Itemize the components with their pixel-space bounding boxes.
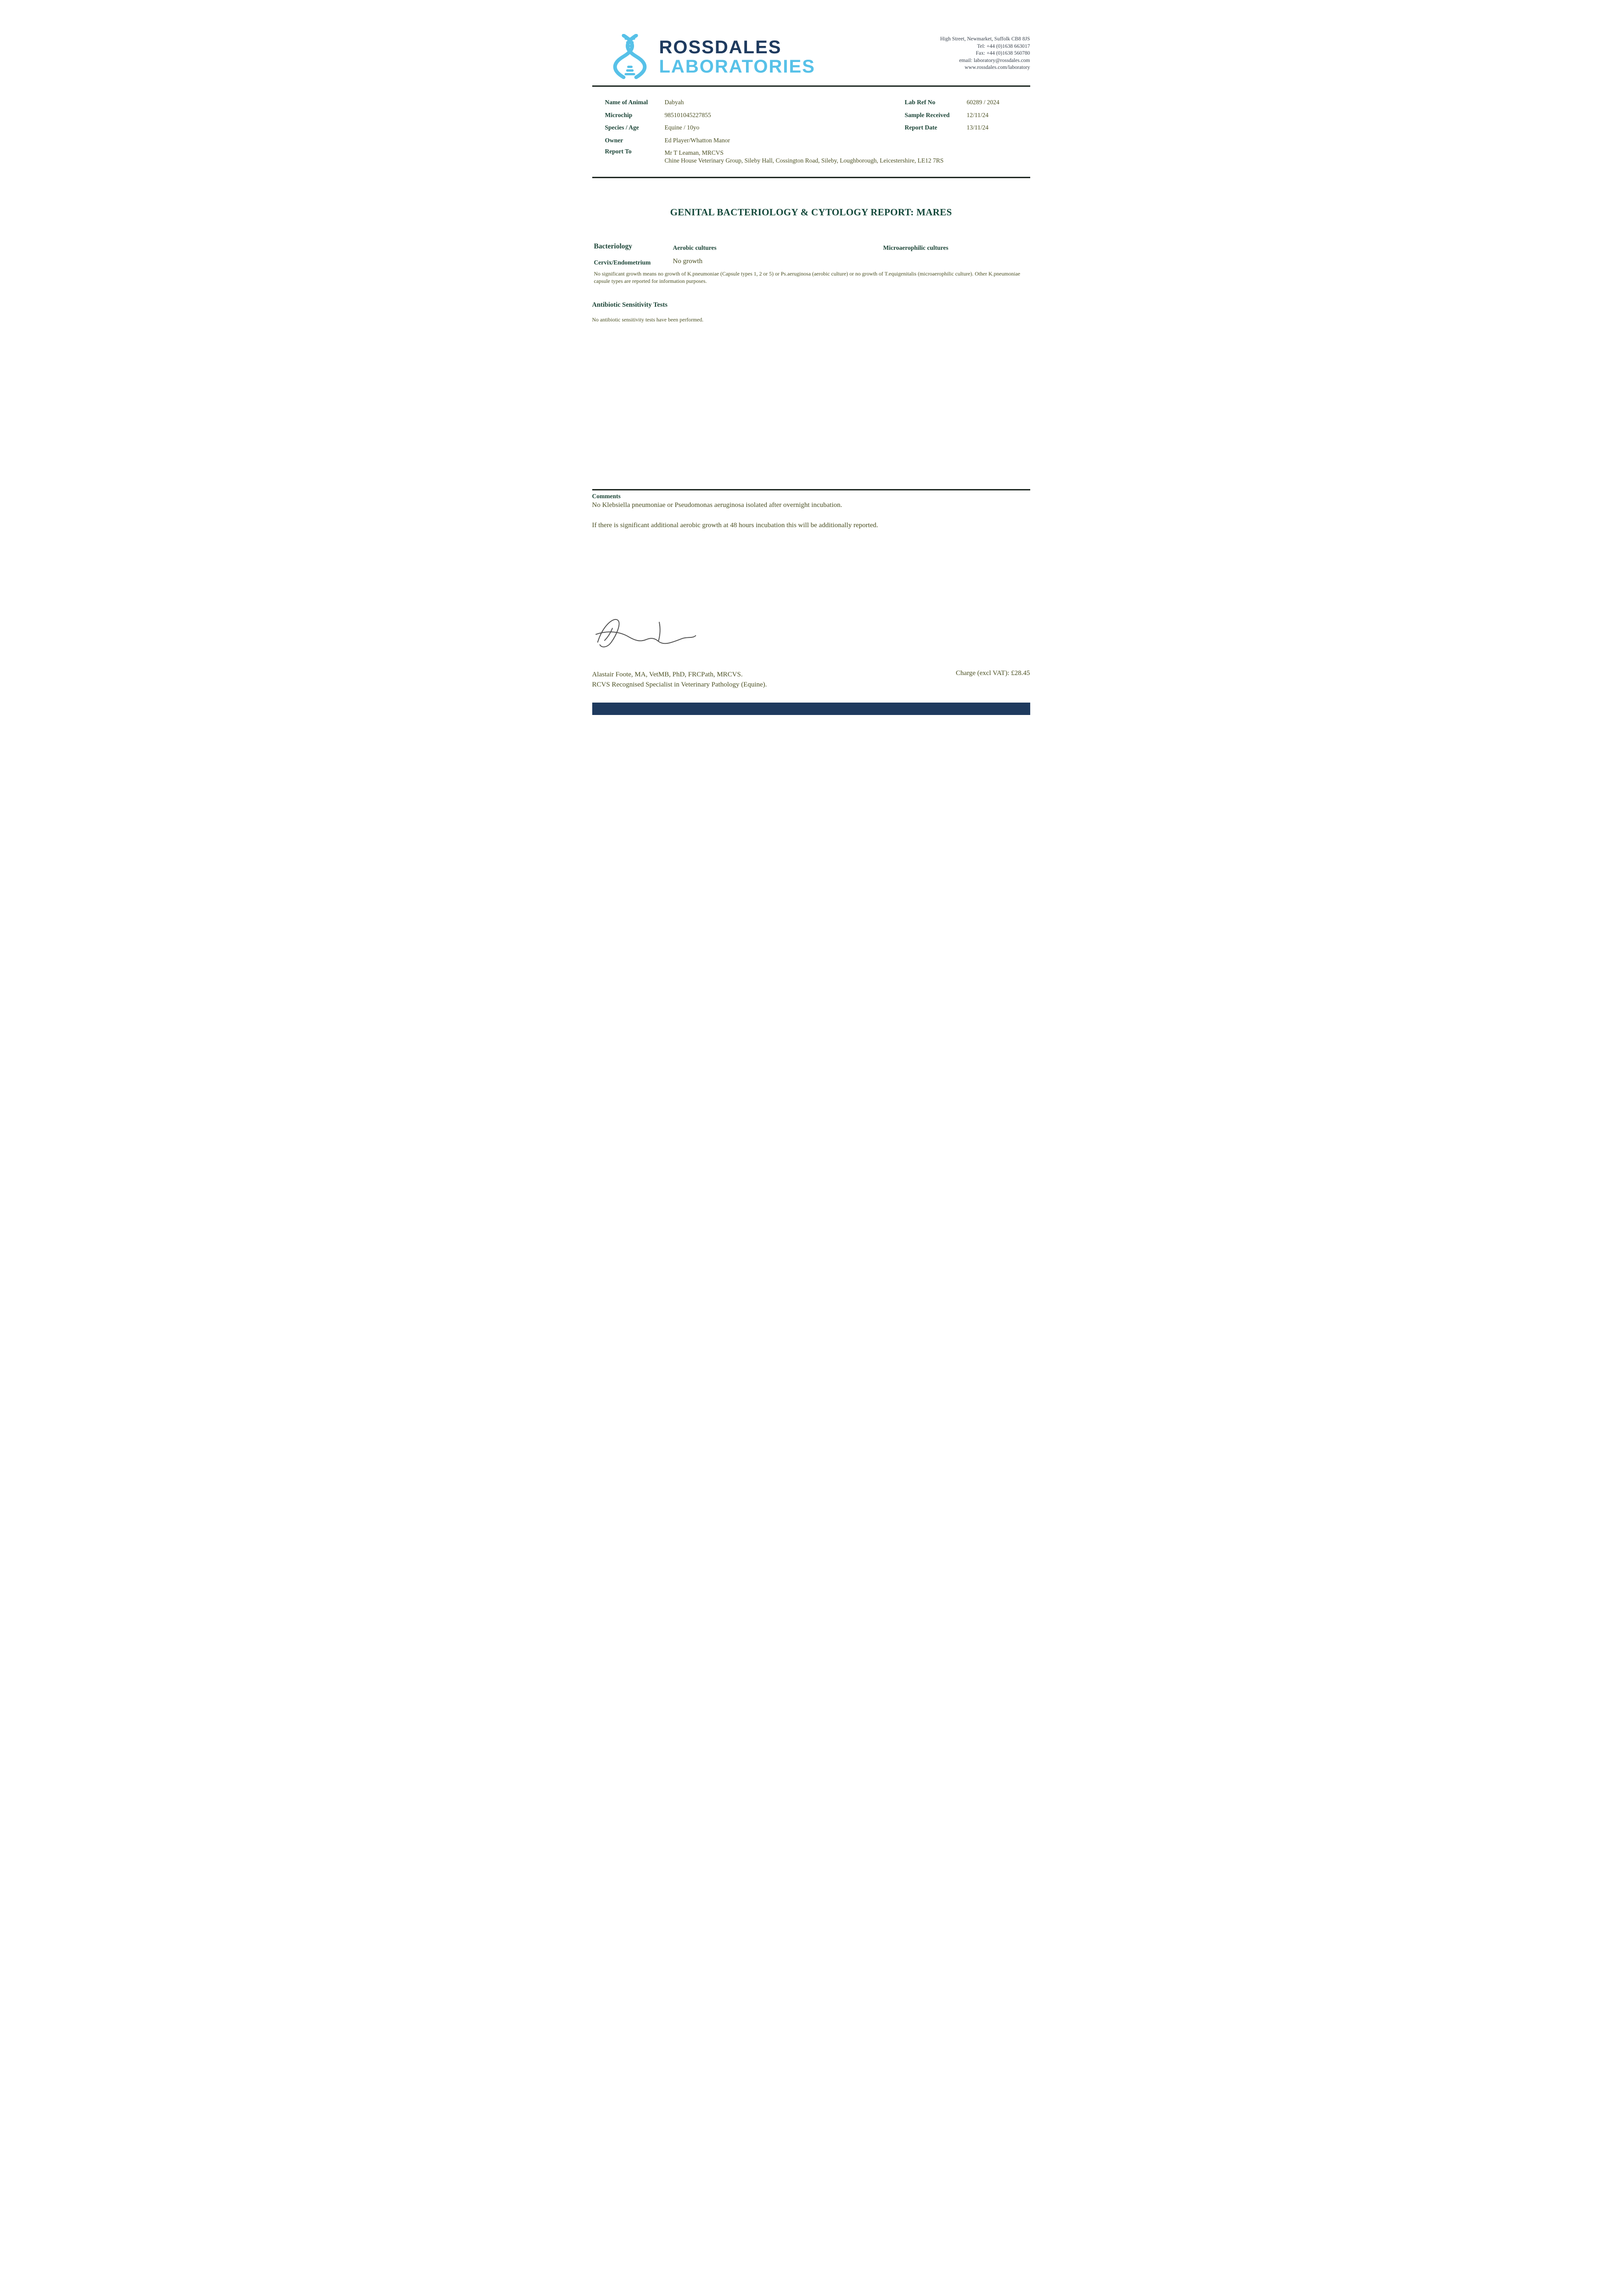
detail-row-owner bbox=[605, 134, 1030, 147]
detail-row-sample-received bbox=[905, 109, 999, 122]
sample-site-label: Cervix/Endometrium bbox=[594, 259, 651, 266]
case-details bbox=[592, 85, 1030, 178]
report-page bbox=[559, 0, 1064, 715]
report-to-name: Mr T Leaman, MRCVS bbox=[664, 149, 724, 156]
bacteriology-heading: Bacteriology bbox=[594, 242, 633, 250]
detail-label: Microchip bbox=[605, 111, 633, 118]
signatory-name: Alastair Foote, MA, VetMB, PhD, FRCPath, MRCVS. bbox=[592, 671, 743, 678]
aerobic-cultures-header: Aerobic cultures bbox=[673, 244, 717, 251]
signatory-title: RCVS Recognised Specialist in Veterinary Pathology (Equine). bbox=[592, 681, 767, 688]
contact-fax: Fax: +44 (0)1638 560780 bbox=[976, 51, 1030, 56]
detail-value: 12/11/24 bbox=[966, 111, 989, 118]
detail-label: Name of Animal bbox=[605, 99, 648, 106]
signatory-block bbox=[592, 670, 767, 690]
detail-value: Ed Player/Whatton Manor bbox=[664, 136, 730, 144]
detail-value: Equine / 10yo bbox=[664, 124, 700, 131]
brand-wordmark bbox=[659, 38, 815, 76]
footer-bar bbox=[592, 703, 1030, 715]
bacteriology-note: No significant growth means no growth of K.pneumoniae (Capsule types 1, 2 or 5) or Ps.aeruginosa (aerobic culture) or no growth of T.equigenitalis (microaerophilic culture). Other K.pneumoniae capsule types are reported for information purposes. bbox=[594, 270, 1021, 284]
comment-line: No Klebsiella pneumoniae or Pseudomonas aeruginosa isolated after overnight incubation. bbox=[592, 501, 842, 509]
detail-row-report-to bbox=[605, 146, 1030, 164]
contact-block bbox=[940, 36, 1030, 72]
contact-tel: Tel: +44 (0)1638 663017 bbox=[977, 43, 1030, 49]
bacteriology-section bbox=[592, 242, 1030, 298]
signoff-row bbox=[592, 670, 1030, 690]
brand-subname: LABORATORIES bbox=[659, 56, 815, 77]
microaerophilic-cultures-header: Microaerophilic cultures bbox=[883, 244, 949, 251]
contact-web: www.rossdales.com/laboratory bbox=[965, 65, 1030, 70]
detail-value: Dabyah bbox=[664, 99, 684, 106]
detail-label: Sample Received bbox=[904, 111, 950, 118]
antibiotic-heading: Antibiotic Sensitivity Tests bbox=[592, 301, 668, 309]
detail-label: Lab Ref No bbox=[904, 99, 936, 106]
detail-label: Report To bbox=[605, 148, 632, 155]
detail-row-lab-ref bbox=[905, 96, 999, 109]
detail-row-report-date bbox=[905, 121, 999, 134]
detail-value: 13/11/24 bbox=[966, 124, 989, 131]
comments-section bbox=[592, 489, 1030, 529]
report-to-address: Chine House Veterinary Group, Sileby Hall, Cossington Road, Sileby, Loughborough, Leicestershire, LE12 7RS bbox=[664, 157, 944, 164]
detail-value bbox=[665, 146, 944, 164]
dna-helix-icon bbox=[608, 34, 652, 80]
charge-amount: Charge (excl VAT): £28.45 bbox=[955, 670, 1030, 677]
header bbox=[592, 32, 1030, 83]
detail-label: Owner bbox=[605, 136, 623, 144]
signature-image bbox=[593, 614, 701, 653]
antibiotic-section bbox=[592, 301, 1030, 323]
comment-line: If there is significant additional aerobic growth at 48 hours incubation this will be additionally reported. bbox=[592, 522, 878, 529]
detail-label: Species / Age bbox=[605, 124, 639, 131]
brand-name: ROSSDALES bbox=[659, 37, 782, 57]
report-title: GENITAL BACTERIOLOGY & CYTOLOGY REPORT: MARES bbox=[670, 207, 952, 218]
comments-heading: Comments bbox=[592, 493, 621, 500]
contact-address: High Street, Newmarket, Suffolk CB8 8JS bbox=[940, 36, 1030, 42]
contact-email: email: laboratory@rossdales.com bbox=[959, 57, 1030, 63]
culture-result: No growth bbox=[673, 258, 703, 265]
detail-value: 985101045227855 bbox=[664, 111, 711, 118]
detail-value: 60289 / 2024 bbox=[966, 99, 999, 106]
detail-label: Report Date bbox=[904, 124, 937, 131]
case-details-right bbox=[905, 96, 999, 134]
antibiotic-text: No antibiotic sensitivity tests have been performed. bbox=[592, 316, 704, 323]
